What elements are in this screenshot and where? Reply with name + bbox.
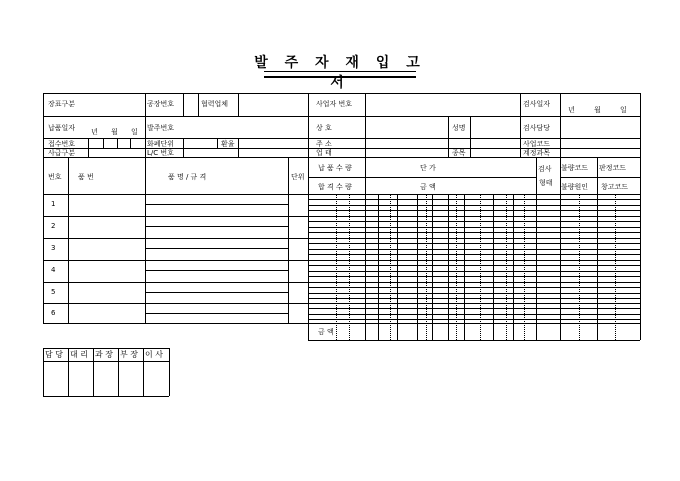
spec-sub-line — [145, 292, 288, 293]
table-left — [43, 157, 44, 323]
dotted-divider — [336, 194, 337, 340]
grid-line — [520, 93, 521, 157]
header-row-2 — [43, 138, 640, 139]
row-number-1: 1 — [51, 200, 56, 208]
col-warehouse-code-label: 창고코드 — [601, 183, 629, 191]
col-no-label: 번호 — [48, 173, 62, 181]
grid-line — [145, 93, 146, 157]
business-label: 업 태 — [316, 149, 332, 157]
total-amount-label: 금 액 — [318, 328, 334, 336]
order-no-label: 발주번호 — [147, 124, 175, 132]
col-unit-label: 단위 — [291, 173, 305, 181]
dotted-divider — [456, 194, 457, 340]
col-defect-code-label: 불량코드 — [561, 164, 589, 172]
item-row-line — [43, 323, 308, 324]
col-defect-cause-label: 불량원인 — [561, 183, 589, 191]
grid-line — [68, 157, 69, 323]
table-header-bottom — [43, 194, 640, 195]
approval-label-4: 부 장 — [120, 350, 138, 359]
row-number-6: 6 — [51, 309, 56, 317]
unit-top — [288, 194, 308, 195]
grid-line — [117, 138, 118, 148]
approval-label-3: 과 장 — [95, 350, 113, 359]
qty-sub-line — [308, 221, 640, 222]
dotted-divider — [506, 194, 507, 340]
row-number-3: 3 — [51, 244, 56, 252]
item-row-line — [43, 216, 308, 217]
approval-divider — [169, 348, 170, 396]
row-number-5: 5 — [51, 288, 56, 296]
dotted-divider — [390, 194, 391, 340]
row-number-4: 4 — [51, 266, 56, 274]
qty-sub-line — [308, 232, 640, 233]
col-inspect-label: 검사 — [538, 165, 552, 173]
qty-row-line — [308, 238, 640, 239]
dotted-divider — [426, 194, 427, 340]
partner-label: 협력업체 — [201, 100, 229, 108]
approval-divider — [143, 348, 144, 396]
qty-row-line — [308, 282, 640, 283]
grid-line — [365, 93, 366, 157]
approval-divider — [118, 348, 119, 396]
col-amount-label: 금 액 — [420, 183, 436, 191]
grid-line — [103, 138, 104, 148]
approval-label-2: 대 리 — [70, 350, 88, 359]
table-bottom — [308, 340, 640, 341]
item-row-line — [43, 238, 308, 239]
qty-row-line — [308, 216, 640, 217]
col-item-no-label: 품 번 — [78, 173, 94, 181]
header-row-1 — [43, 116, 640, 117]
grid-line — [217, 138, 218, 148]
qty-sub-line — [308, 298, 640, 299]
item-row-line — [43, 260, 308, 261]
qty-row-line — [308, 260, 640, 261]
qty-sub-line — [308, 243, 640, 244]
row-number-2: 2 — [51, 222, 56, 230]
biz-code-label: 사업코드 — [523, 140, 551, 148]
grid-line — [145, 157, 146, 323]
grid-line — [560, 93, 561, 157]
grid-line — [448, 116, 449, 157]
qty-row-line — [308, 303, 640, 304]
approval-divider — [43, 348, 44, 396]
grid-line — [88, 138, 89, 157]
spec-sub-line — [145, 226, 288, 227]
approval-label-1: 담 당 — [45, 350, 63, 359]
approval-mid — [43, 361, 169, 362]
qty-sub-line — [308, 276, 640, 277]
title-underline-2 — [264, 77, 416, 78]
qty-sub-line — [308, 308, 640, 309]
name-label: 성명 — [452, 124, 466, 132]
qty-sub-line — [308, 319, 640, 320]
table-top — [43, 157, 640, 158]
table-header-mid — [308, 177, 536, 178]
header-row-3 — [43, 148, 640, 149]
qty-sub-line — [308, 249, 640, 250]
receipt-no-label: 접수번호 — [48, 140, 76, 148]
year-label: 년 — [568, 106, 575, 114]
approval-divider — [93, 348, 94, 396]
approval-bottom — [43, 396, 169, 397]
delivery-day-label: 일 — [131, 128, 138, 136]
biz-no-label: 사업자 번호 — [316, 100, 353, 108]
qty-sub-line — [308, 314, 640, 315]
col-form-label: 형태 — [539, 179, 553, 187]
delivery-month-label: 월 — [111, 128, 118, 136]
lc-no-label: L/C 번호 — [147, 149, 174, 157]
approval-label-5: 이 사 — [145, 350, 163, 359]
qty-row-line — [308, 323, 640, 324]
qty-sub-line — [308, 199, 640, 200]
company-label: 상 호 — [316, 124, 332, 132]
col-qty-label: 납 품 수 량 — [318, 164, 352, 172]
col-pass-qty-label: 합 격 수 량 — [318, 183, 352, 191]
grid-line — [238, 138, 239, 157]
item-row-line — [43, 282, 308, 283]
spec-sub-line — [145, 270, 288, 271]
header-top — [43, 93, 640, 94]
exchange-label: 환율 — [221, 140, 235, 148]
dotted-divider — [615, 194, 616, 340]
category-label: 종목 — [452, 149, 466, 157]
approval-divider — [68, 348, 69, 396]
header-left — [43, 93, 44, 157]
factory-no-label: 공장번호 — [147, 100, 175, 108]
account-label: 계정과목 — [523, 149, 551, 157]
delivery-year-label: 년 — [91, 128, 98, 136]
month-label: 월 — [594, 106, 601, 114]
qty-sub-line — [308, 271, 640, 272]
qty-sub-line — [308, 293, 640, 294]
qty-sub-line — [308, 227, 640, 228]
currency-unit-label: 화폐단위 — [147, 140, 175, 148]
dotted-divider — [524, 194, 525, 340]
approval-top — [43, 348, 169, 349]
spec-sub-line — [145, 313, 288, 314]
delivery-date-label: 납품일자 — [48, 124, 76, 132]
col-spec-label: 품 명 / 규 격 — [168, 173, 207, 181]
col-unit-price-label: 단 가 — [420, 164, 436, 172]
qty-sub-line — [308, 265, 640, 266]
spec-sub-line — [145, 204, 288, 205]
document-title: 발 주 자 재 입 고 서 — [254, 55, 426, 91]
dotted-divider — [349, 194, 350, 340]
table-right — [640, 157, 641, 340]
qty-sub-line — [308, 210, 640, 211]
qty-sub-line — [308, 287, 640, 288]
grid-line — [130, 138, 131, 148]
grid-line — [470, 116, 471, 157]
header-right — [640, 93, 641, 157]
qty-sub-line — [308, 205, 640, 206]
address-label: 주 소 — [316, 140, 332, 148]
grid-line — [308, 93, 309, 157]
item-row-line — [43, 303, 308, 304]
spec-sub-line — [145, 248, 288, 249]
grid-line — [288, 157, 289, 323]
col-judge-code-label: 판정코드 — [599, 164, 627, 172]
grid-line — [238, 93, 239, 116]
grid-line — [183, 138, 184, 157]
grid-line — [183, 93, 184, 116]
slip-type-label: 장표구분 — [48, 100, 76, 108]
grid-line — [198, 93, 199, 116]
inspector-label: 검사담당 — [523, 124, 551, 132]
table-header-mid-right — [560, 177, 640, 178]
purchase-type-label: 사급구분 — [48, 149, 76, 157]
dotted-divider — [579, 194, 580, 340]
day-label: 일 — [620, 106, 627, 114]
qty-sub-line — [308, 254, 640, 255]
inspect-date-label: 검사일자 — [523, 100, 551, 108]
dotted-divider — [480, 194, 481, 340]
